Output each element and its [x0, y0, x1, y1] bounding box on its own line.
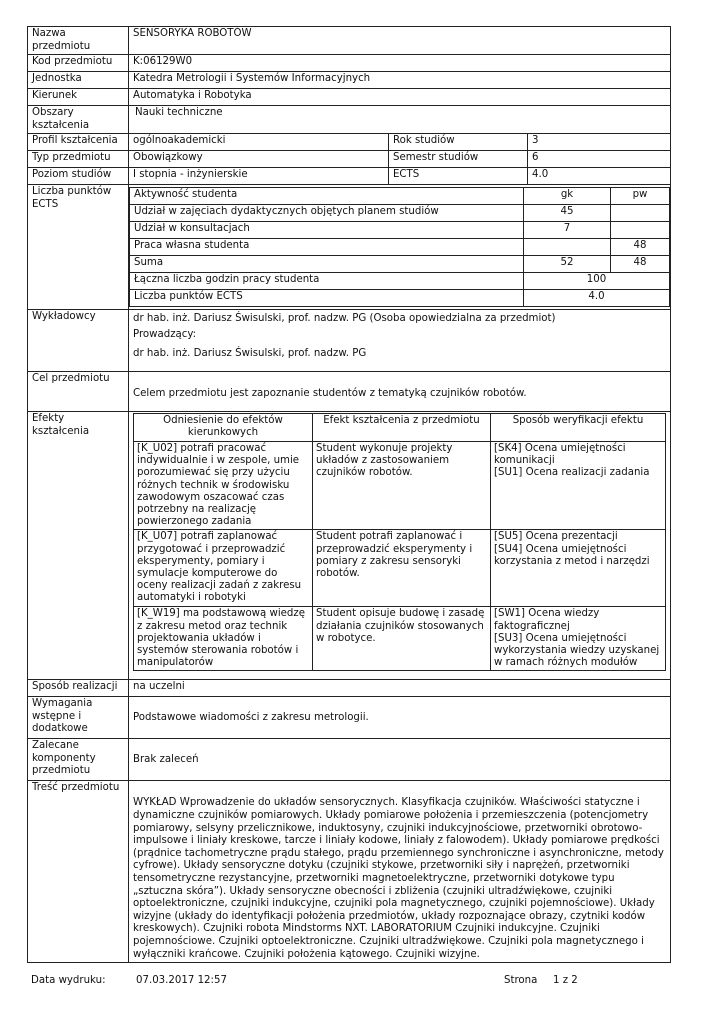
value-poziom: I stopnia - inżynierskie — [129, 168, 389, 185]
value-jednostka: Katedra Metrologii i Systemów Informacyjnych — [129, 72, 671, 89]
label-poziom: Poziom studiów — [28, 168, 129, 185]
label-wymagania: Wymagania wstępne i dodatkowe — [28, 697, 129, 739]
effects-header-effect: Efekt kształcenia z przedmiotu — [313, 414, 491, 442]
value-zalecane: Brak zaleceń — [129, 739, 671, 781]
effect-desc: Student potrafi zaplanować i przeprowadzić eksperymenty i pomiary z zakresu sensoryki robotów. — [313, 530, 491, 607]
effect-ref: [K_U02] potrafi pracować indywidualnie i w zespole, umie porozumiewać się przy użyciu różnych technik w środowisku zawodowym oszacować czas potrzebny na realizację powierzonego zadania — [134, 442, 313, 530]
lecturer-responsible: dr hab. inż. Dariusz Świsulski, prof. nadzw. PG (Osoba opowiedzialna za przedmiot) — [133, 313, 556, 324]
label-ects-points: Liczba punktów ECTS — [28, 185, 129, 310]
value-profil: ogólnoakademicki — [129, 134, 389, 151]
ects-total-points-value: 4.0 — [524, 290, 670, 307]
effect-verify: [SW1] Ocena wiedzy faktograficznej [SU3] Ocena umiejętności wykorzystania wiedzy uzyskanej w ramach różnych modułów — [491, 607, 666, 671]
lecturers-heading: Prowadzący: — [133, 328, 197, 340]
label-obszary: Obszary kształcenia — [28, 106, 129, 134]
ects-header-pw: pw — [611, 188, 670, 205]
label-cel: Cel przedmiotu — [28, 372, 129, 412]
ects-item-gk: 45 — [524, 205, 611, 222]
table-row — [130, 239, 670, 256]
effects-header-verify: Sposób weryfikacji efektu — [491, 414, 666, 442]
label-kod: Kod przedmiotu — [28, 55, 129, 72]
label-nazwa: Nazwa przedmiotu — [28, 27, 129, 55]
page-number: 1 z 2 — [553, 975, 578, 986]
value-sposob: na uczelni — [129, 680, 671, 697]
effect-verify: [SU5] Ocena prezentacji [SU4] Ocena umiejętności korzystania z metod i narzędzi — [491, 530, 666, 607]
table-row — [134, 607, 666, 671]
course-card — [27, 26, 671, 963]
ects-item-gk: 7 — [524, 222, 611, 239]
effects-header-ref: Odniesienie do efektów kierunkowych — [134, 414, 313, 442]
table-row — [134, 530, 666, 607]
ects-item-name: Udział w zajęciach dydaktycznych objętych planem studiów — [130, 205, 524, 222]
ects-item-name: Udział w konsultacjach — [130, 222, 524, 239]
ects-total-hours-label: Łączna liczba godzin pracy studenta — [130, 273, 524, 290]
print-date-label: Data wydruku: — [31, 975, 106, 986]
value-cel: Celem przedmiotu jest zapoznanie studentów z tematyką czujników robotów. — [129, 372, 671, 412]
value-semestr: 6 — [527, 151, 670, 168]
value-typ: Obowiązkowy — [129, 151, 389, 168]
course-table — [27, 26, 671, 963]
page-label: Strona — [504, 975, 538, 986]
ects-item-pw — [611, 205, 670, 222]
effect-desc: Student wykonuje projekty układów z zastosowaniem czujników robotów. — [313, 442, 491, 530]
table-row — [134, 442, 666, 530]
ects-item-name: Suma — [130, 256, 524, 273]
label-semestr: Semestr studiów — [388, 151, 527, 168]
lecturer-name: dr hab. inż. Dariusz Świsulski, prof. nadzw. PG — [133, 348, 367, 359]
label-kierunek: Kierunek — [28, 89, 129, 106]
ects-table — [129, 187, 670, 307]
ects-item-pw — [611, 222, 670, 239]
ects-item-pw: 48 — [611, 256, 670, 273]
label-sposob: Sposób realizacji — [28, 680, 129, 697]
value-ects: 4.0 — [527, 168, 670, 185]
label-zalecane: Zalecane komponenty przedmiotu — [28, 739, 129, 781]
table-row — [130, 205, 670, 222]
label-typ: Typ przedmiotu — [28, 151, 129, 168]
effect-ref: [K_W19] ma podstawową wiedzę z zakresu metod oraz technik projektowania układów i systemów sterowania robotów i manipulatorów — [134, 607, 313, 671]
value-wymagania: Podstawowe wiadomości z zakresu metrologii. — [129, 697, 671, 739]
print-date-value: 07.03.2017 12:57 — [136, 975, 227, 986]
label-rok: Rok studiów — [388, 134, 527, 151]
ects-item-pw: 48 — [611, 239, 670, 256]
label-efekty: Efekty kształcenia — [28, 412, 129, 680]
effect-verify: [SK4] Ocena umiejętności komunikacji [SU1] Ocena realizacji zadania — [491, 442, 666, 530]
ects-item-name: Praca własna studenta — [130, 239, 524, 256]
table-row — [130, 256, 670, 273]
value-kod: K:06129W0 — [129, 55, 671, 72]
value-tresc: WYKŁAD Wprowadzenie do układów sensorycznych. Klasyfikacja czujników. Właściwości statyczne i dynamiczne czujników pomiarowych. Układy pomiarowe położenia i przemieszczenia (potencjometry pomiarowy, selsyny przelicznikowe, induktosyny, czujniki indukcyjnościowe, przetworniki obrotowo-impulsowe i liniały kreskowe, tarcze i liniały kodowe, liniały z falowodem). Układy pomiarowe prędkości (prądnice tachometryczne prądu stałego, prądu przemiennego synchroniczne i asynchroniczne, metody cyfrowe). Układy sensoryczne dotyku (czujniki stykowe, przetworniki siły i naprężeń, przetworniki tensometryczne rezystancyjne, przetworniki magnetoelektryczne, przetworniki dotykowe typu „sztuczna skóra”). Układy sensoryczne obecności i zbliżenia (czujniki ultradźwiękowe, czujniki optoelektroniczne, czujniki indukcyjne, czujniki pola magnetycznego, czujniki pojemnościowe). Układy wizyjne (układy do identyfikacji położenia przedmiotów, układy rozpoznające obrazy, czytniki kodów kreskowych). Czujniki robota Mindstorms NXT. LABORATORIUM Czujniki indukcyjne. Czujniki pojemnościowe. Czujniki optoelektroniczne. Czujniki ultradźwiękowe. Czujniki pola magnetycznego i wyłączniki krańcowe. Czujniki położenia kątowego. Czujniki wizyjne. — [129, 781, 671, 963]
label-jednostka: Jednostka — [28, 72, 129, 89]
label-ects: ECTS — [388, 168, 527, 185]
value-rok: 3 — [527, 134, 670, 151]
ects-header-activity: Aktywność studenta — [130, 188, 524, 205]
ects-header-gk: gk — [524, 188, 611, 205]
value-kierunek: Automatyka i Robotyka — [129, 89, 671, 106]
label-tresc: Treść przedmiotu — [28, 781, 129, 963]
ects-total-hours-value: 100 — [524, 273, 670, 290]
label-wykladowcy: Wykładowcy — [28, 310, 129, 372]
ects-item-gk: 52 — [524, 256, 611, 273]
value-nazwa: SENSORYKA ROBOTÓW — [129, 27, 671, 55]
label-profil: Profil kształcenia — [28, 134, 129, 151]
table-row — [130, 222, 670, 239]
effect-ref: [K_U07] potrafi zaplanować przygotować i przeprowadzić eksperymenty, pomiary i symulacje komputerowe do oceny realizacji zadań z zakresu automatyki i robotyki — [134, 530, 313, 607]
effects-table — [133, 413, 666, 671]
effect-desc: Student opisuje budowę i zasadę działania czujników stosowanych w robotyce. — [313, 607, 491, 671]
value-obszary: Nauki techniczne — [129, 106, 671, 134]
row-nazwa — [28, 27, 671, 55]
ects-item-gk — [524, 239, 611, 256]
ects-total-points-label: Liczba punktów ECTS — [130, 290, 524, 307]
